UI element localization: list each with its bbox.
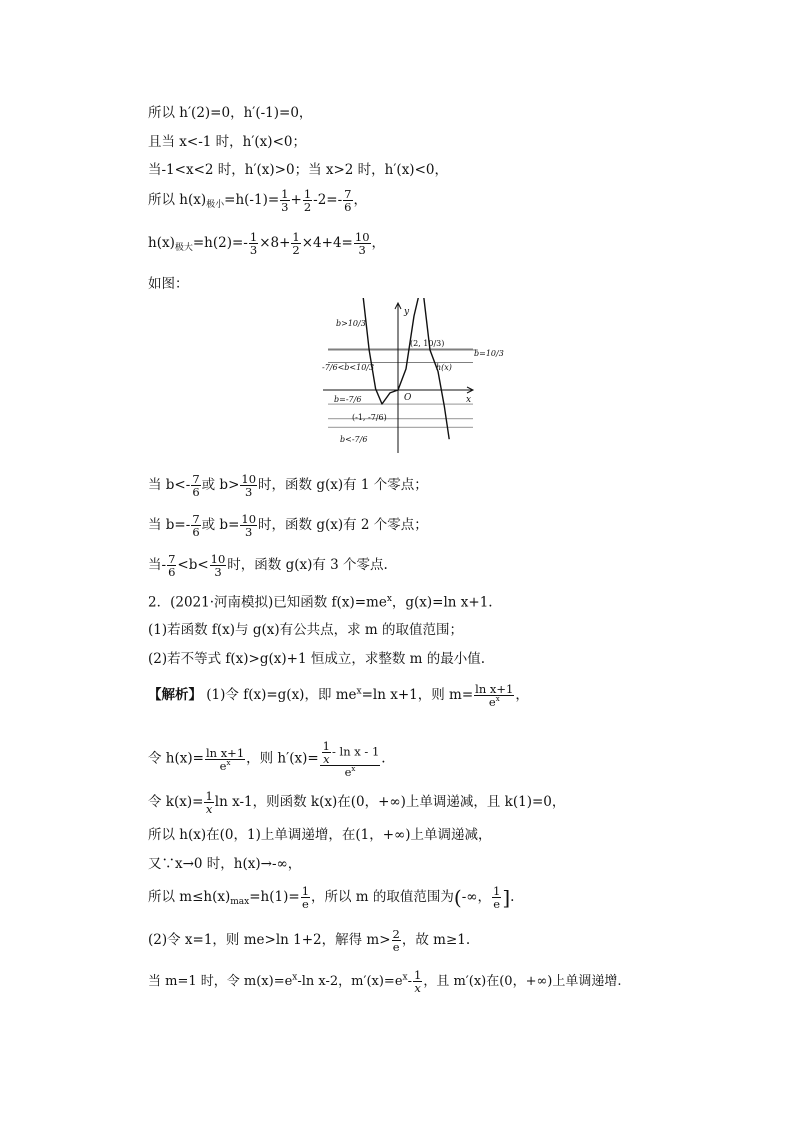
numerator: 10: [241, 512, 257, 526]
line-5: [148, 231, 385, 256]
fraction: [303, 188, 312, 213]
fraction: [280, 188, 289, 213]
question-1: [148, 624, 463, 638]
text: h(x): [148, 235, 175, 252]
base: e: [488, 695, 496, 710]
line-9: [148, 553, 388, 578]
band-label: b=-7/6: [334, 395, 362, 404]
line-3: [148, 164, 448, 178]
x-axis-label: x: [466, 395, 472, 405]
text: ，: [353, 192, 367, 209]
fraction: [191, 473, 200, 498]
numerator: [320, 740, 381, 766]
denominator: [474, 696, 514, 708]
denominator: 6: [192, 525, 200, 540]
monotonic-line: [148, 829, 492, 843]
min-point-label: (-1, -7/6): [352, 413, 387, 422]
analysis-line: [148, 683, 529, 708]
text: 所以 h(x): [148, 192, 207, 209]
inner-fraction: [322, 740, 331, 765]
text: .: [510, 889, 515, 906]
fraction: [343, 188, 352, 213]
denominator: 3: [245, 485, 253, 500]
text: ，则 h′(x)=: [246, 750, 319, 767]
line-6: [148, 278, 189, 292]
numerator: 7: [168, 552, 176, 566]
text: 当-1<x<2 时，h′(x)>0；当 x>2 时，h′(x)<0，: [148, 162, 448, 178]
band-label: b=10/3: [474, 349, 504, 358]
fraction: [191, 513, 200, 538]
numerator: ln x+1: [205, 745, 245, 760]
numerator: 7: [192, 472, 200, 486]
subscript: 极小: [206, 200, 225, 211]
text: 时，函数 g(x)有 3 个零点.: [227, 557, 388, 574]
fraction: [301, 885, 310, 910]
text: 令 h(x)=: [148, 750, 204, 767]
band-label: b<-7/6: [340, 435, 368, 444]
fraction: [354, 231, 371, 256]
numerator: 1: [281, 187, 289, 201]
text: 2．(2021·河南模拟)已知函数 f(x)=me: [148, 594, 387, 611]
text: (2)令 x=1，则 me>ln 1+2，解得 m>: [148, 932, 391, 949]
superscript: x: [351, 765, 356, 774]
superscript: x: [356, 686, 362, 697]
text: +: [290, 192, 302, 209]
text: 如图：: [148, 276, 189, 292]
text: 当 b<-: [148, 477, 191, 494]
fraction: [167, 553, 176, 578]
text: ，所以 m 的取值范围为: [311, 889, 454, 906]
fraction: [249, 231, 258, 256]
text: ×4+4=: [301, 235, 353, 252]
numerator: 1: [292, 230, 300, 244]
denominator: 6: [192, 485, 200, 500]
fraction: [291, 231, 300, 256]
line-8: [148, 513, 428, 538]
text: 又∵x→0 时，h(x)→-∞，: [148, 856, 302, 872]
denominator: 2: [303, 200, 312, 215]
denominator: [205, 760, 245, 772]
denominator: 6: [168, 565, 176, 580]
text: 且当 x<-1 时，h′(x)<0；: [148, 134, 306, 150]
denominator: x: [414, 981, 421, 996]
numerator: ln x+1: [475, 682, 514, 696]
text: ，且 m′(x)在(0，+∞)上单调递增.: [423, 974, 622, 990]
numerator: 1: [322, 739, 330, 753]
fraction: [492, 885, 501, 910]
y-axis-label: y: [404, 307, 410, 317]
fraction: [392, 928, 401, 953]
base: e: [219, 758, 227, 773]
right-bracket: ]: [502, 885, 511, 910]
text: -: [407, 974, 413, 990]
text: =h(2)=-: [192, 235, 248, 252]
fraction: [413, 969, 422, 994]
text: 时，函数 g(x)有 1 个零点；: [258, 477, 428, 494]
line-7: [148, 473, 428, 498]
band-label: -7/6<b<10/3: [322, 363, 375, 372]
last-line: [148, 969, 622, 994]
denominator: 3: [214, 565, 222, 580]
function-graph: [318, 298, 508, 458]
numerator: 1: [493, 884, 501, 898]
fraction: [474, 683, 514, 708]
denominator: e: [301, 897, 309, 912]
text: ，: [515, 687, 529, 704]
denominator: [320, 766, 381, 778]
curve-label: h(x): [436, 363, 452, 372]
subscript: 极大: [174, 243, 193, 254]
numerator: 10: [354, 230, 370, 244]
superscript: x: [292, 972, 298, 983]
text: 当-: [148, 557, 167, 574]
subscript: max: [230, 897, 250, 908]
denominator: x: [323, 752, 330, 767]
fraction: [205, 747, 245, 772]
h-derivative-line: [148, 740, 386, 778]
max-point-label: (2, 10/3): [410, 339, 445, 348]
superscript: x: [495, 695, 500, 704]
text: .: [381, 750, 386, 767]
left-paren: (: [453, 885, 462, 910]
superscript: x: [386, 594, 392, 604]
line-1: [148, 107, 312, 121]
denominator: e: [493, 897, 501, 912]
numerator: 7: [344, 187, 352, 201]
text: ，g(x)=ln x+1.: [391, 594, 493, 611]
fraction: [204, 790, 213, 815]
text: 所以 m≤h(x): [148, 889, 231, 906]
numerator: 1: [414, 968, 422, 982]
text: 或 b>: [201, 477, 240, 494]
denominator: 2: [292, 243, 300, 258]
result-line: [148, 885, 514, 910]
line-4: [148, 188, 367, 213]
text: <b<: [177, 557, 209, 574]
text: =h(1)=: [249, 889, 300, 906]
fraction: [320, 740, 381, 778]
numerator: 2: [392, 927, 400, 941]
text: -∞，: [461, 889, 492, 906]
text: 所以 h′(2)=0，h′(-1)=0，: [148, 105, 313, 121]
text: 或 b=: [201, 517, 240, 534]
text: (1)若函数 f(x)与 g(x)有公共点，求 m 的取值范围；: [148, 622, 464, 638]
problem-2-stem: [148, 595, 493, 610]
text: 时，函数 g(x)有 2 个零点；: [258, 517, 428, 534]
line-2: [148, 136, 306, 150]
numerator: 10: [210, 552, 226, 566]
text: (1)令 f(x)=g(x)，即 me: [202, 687, 357, 704]
denominator: 3: [281, 200, 289, 215]
part-2-line: [148, 928, 470, 953]
fraction: [240, 473, 257, 498]
text: - ln x - 1: [331, 744, 380, 759]
numerator: 7: [192, 512, 200, 526]
text: 所以 h(x)在(0，1)上单调递增，在(1，+∞)上单调递减，: [148, 827, 492, 843]
superscript: x: [402, 972, 408, 983]
text: ×8+: [259, 235, 291, 252]
text: 当 b=-: [148, 517, 191, 534]
question-2: [148, 653, 485, 667]
text: 当 m=1 时，令 m(x)=e: [148, 974, 293, 990]
denominator: 3: [358, 243, 366, 258]
text: ln x-1，则函数 k(x)在(0，+∞)上单调递减，且 k(1)=0，: [214, 794, 566, 811]
numerator: 10: [241, 472, 257, 486]
text: ，: [371, 235, 386, 252]
fraction: [210, 553, 227, 578]
band-label: b>10/3: [336, 319, 366, 328]
superscript: x: [226, 758, 231, 767]
denominator: 3: [249, 243, 258, 258]
base: e: [344, 765, 352, 780]
text: ，故 m≥1.: [401, 932, 471, 949]
numerator: 1: [205, 789, 213, 803]
limit-line: [148, 858, 301, 872]
denominator: x: [205, 802, 213, 817]
origin-label: O: [404, 393, 412, 403]
text: -ln x-2，m′(x)=e: [297, 974, 403, 990]
denominator: e: [392, 940, 400, 955]
denominator: 6: [344, 200, 352, 215]
text: =h(-1)=: [224, 192, 280, 209]
numerator: 1: [303, 187, 312, 201]
text: (2)若不等式 f(x)>g(x)+1 恒成立，求整数 m 的最小值.: [148, 651, 486, 667]
numerator: 1: [301, 884, 310, 898]
text: 令 k(x)=: [148, 794, 204, 811]
k-line: [148, 790, 565, 815]
fraction: [240, 513, 257, 538]
text: =ln x+1，则 m=: [361, 687, 474, 704]
analysis-tag: 【解析】: [148, 687, 202, 704]
denominator: 3: [245, 525, 253, 540]
text: -2=-: [313, 192, 343, 209]
numerator: 1: [249, 230, 258, 244]
